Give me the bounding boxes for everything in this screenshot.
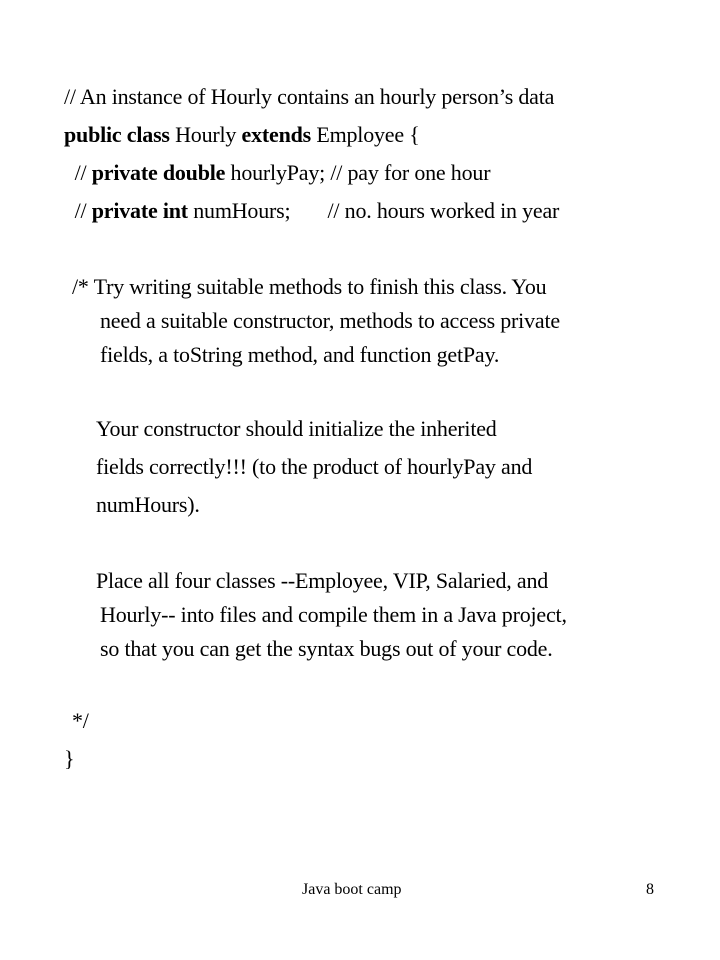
page-number: 8 (646, 881, 654, 898)
comment-block-line-8: Hourly-- into files and compile them in a Java project, (100, 602, 567, 627)
comment-block-line-5: fields correctly!!! (to the product of hourlyPay and (96, 454, 533, 479)
field-numhours-line (64, 198, 559, 224)
comment-block-line-6: numHours). (96, 492, 200, 517)
comment-block-end: */ (72, 708, 89, 733)
field-hourlypay-line (64, 160, 490, 186)
keyword-public-class: public class (64, 122, 170, 147)
field-numhours: numHours; // no. hours worked in year (187, 198, 560, 223)
keyword-private-int: private int (91, 198, 188, 223)
comment-prefix: // (64, 198, 92, 223)
footer-title: Java boot camp (302, 881, 402, 898)
class-name: Hourly (169, 122, 242, 147)
code-comment-line: // An instance of Hourly contains an hourly person’s data (64, 84, 555, 109)
field-hourlypay: hourlyPay; // pay for one hour (225, 160, 491, 185)
comment-block-line-7: Place all four classes --Employee, VIP, Salaried, and (96, 568, 549, 593)
comment-block-line-1: /* Try writing suitable methods to finish this class. You (72, 274, 547, 299)
comment-prefix: // (64, 160, 92, 185)
comment-block-line-3: fields, a toString method, and function getPay. (100, 342, 500, 367)
keyword-extends: extends (241, 122, 312, 147)
comment-block-line-2: need a suitable constructor, methods to access private (100, 308, 560, 333)
class-closing-brace: } (64, 746, 75, 771)
superclass-name: Employee { (311, 122, 420, 147)
comment-block-line-9: so that you can get the syntax bugs out of your code. (100, 636, 553, 661)
class-declaration-line (64, 122, 420, 148)
keyword-private-double: private double (91, 160, 226, 185)
comment-block-line-4: Your constructor should initialize the inherited (96, 416, 497, 441)
